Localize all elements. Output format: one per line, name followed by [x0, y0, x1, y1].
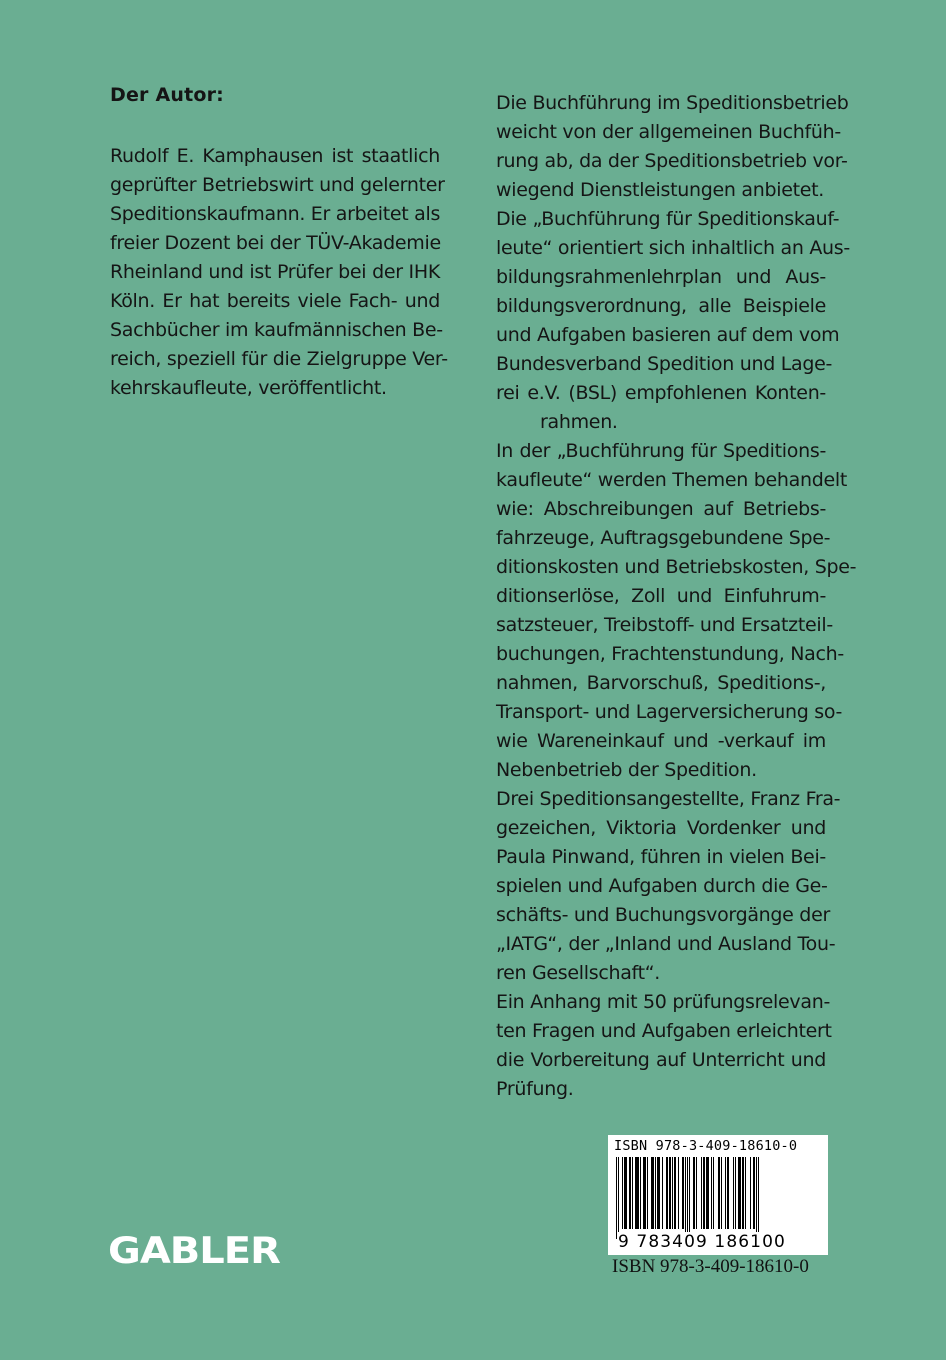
barcode-bar: [758, 1157, 759, 1239]
author-bio-line: reich, speziell für die Zielgruppe Ver-: [110, 348, 448, 370]
book-description: [496, 89, 857, 1104]
barcode-box: [608, 1135, 828, 1255]
description-line: satzsteuer, Treibstoff- und Ersatzteil-: [496, 614, 833, 636]
description-line: Nebenbetrieb der Spedition.: [496, 759, 757, 781]
publisher-logo: GABLER: [108, 1229, 280, 1273]
author-heading: Der Autor:: [110, 84, 224, 106]
description-line: Die Buchführung im Speditionsbetrieb: [496, 92, 849, 114]
description-line: wie: Abschreibungen auf Betriebs-: [496, 498, 826, 520]
isbn-top-label: ISBN 978-3-409-18610-0: [614, 1138, 798, 1154]
description-line: bildungsrahmenlehrplan und Aus-: [496, 266, 826, 288]
description-line: rei e.V. (BSL) empfohlenen Konten-: [496, 382, 826, 404]
description-line: wiegend Dienstleistungen anbietet.: [496, 179, 825, 201]
author-bio-line: Rheinland und ist Prüfer bei der IHK: [110, 261, 440, 283]
description-line: rung ab, da der Speditionsbetrieb vor-: [496, 150, 848, 172]
description-line: leute“ orientiert sich inhaltlich an Aus-: [496, 237, 850, 259]
description-line: In der „Buchführung für Speditions-: [496, 440, 826, 462]
description-line: Drei Speditionsangestellte, Franz Fra-: [496, 788, 841, 810]
description-line: bildungsverordnung, alle Beispiele: [496, 295, 826, 317]
description-line: Transport- und Lagerversicherung so-: [496, 701, 843, 723]
description-line: Bundesverband Spedition und Lage-: [496, 353, 833, 375]
description-line: spielen und Aufgaben durch die Ge-: [496, 875, 828, 897]
description-line: ditionserlöse, Zoll und Einfuhrum-: [496, 585, 826, 607]
author-bio-line: Köln. Er hat bereits viele Fach- und: [110, 290, 440, 312]
description-line: rahmen.: [540, 411, 618, 433]
author-bio: [110, 142, 448, 403]
description-line: Paula Pinwand, führen in vielen Bei-: [496, 846, 826, 868]
description-line: weicht von der allgemeinen Buchfüh-: [496, 121, 841, 143]
description-line: und Aufgaben basieren auf dem vom: [496, 324, 840, 346]
description-line: „IATG“, der „Inland und Ausland Tou-: [496, 933, 836, 955]
description-line: schäfts- und Buchungsvorgänge der: [496, 904, 830, 926]
description-line: die Vorbereitung auf Unterricht und: [496, 1049, 826, 1071]
author-bio-line: Sachbücher im kaufmännischen Be-: [110, 319, 443, 341]
description-line: gezeichen, Viktoria Vordenker und: [496, 817, 826, 839]
description-line: nahmen, Barvorschuß, Speditions-,: [496, 672, 826, 694]
isbn-bottom-label: ISBN 978-3-409-18610-0: [612, 1256, 809, 1277]
description-line: wie Wareneinkauf und -verkauf im: [496, 730, 826, 752]
description-line: Prüfung.: [496, 1078, 574, 1100]
description-line: Ein Anhang mit 50 prüfungsrelevan-: [496, 991, 831, 1013]
description-line: buchungen, Frachtenstundung, Nach-: [496, 643, 844, 665]
author-bio-line: kehrskaufleute, veröffentlicht.: [110, 377, 387, 399]
barcode-bars: [616, 1157, 822, 1239]
description-line: kaufleute“ werden Themen behandelt: [496, 469, 847, 491]
description-line: ten Fragen und Aufgaben erleichtert: [496, 1020, 832, 1042]
description-line: Die „Buchführung für Speditionskauf-: [496, 208, 840, 230]
author-bio-line: Speditionskaufmann. Er arbeitet als: [110, 203, 441, 225]
description-line: ditionskosten und Betriebskosten, Spe-: [496, 556, 857, 578]
author-bio-line: freier Dozent bei der TÜV-Akademie: [110, 232, 441, 254]
ean-digits: 9 783409 186100: [618, 1232, 786, 1252]
author-bio-line: Rudolf E. Kamphausen ist staatlich: [110, 145, 440, 167]
description-line: fahrzeuge, Auftragsgebundene Spe-: [496, 527, 831, 549]
description-line: ren Gesellschaft“.: [496, 962, 661, 984]
author-bio-line: geprüfter Betriebswirt und gelernter: [110, 174, 445, 196]
